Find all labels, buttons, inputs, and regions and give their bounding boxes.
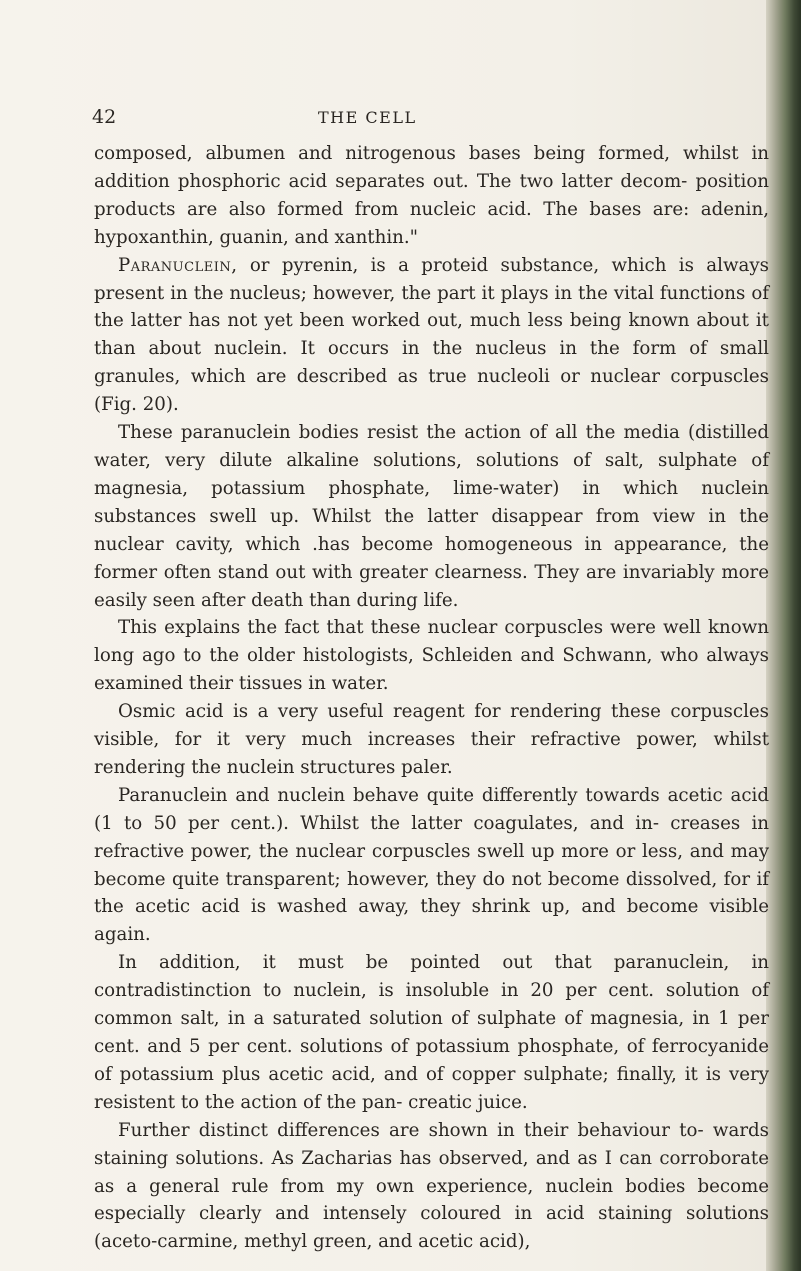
page-edge-shadow bbox=[766, 0, 801, 1271]
paragraph-3: These paranuclein bodies resist the action of all the media (distilled water, very dilute alkaline solutions, solutions of salt, sulphate of magnesia, potassium phosphate, lime-water) in which nuclein substances swell up. Whilst the latter disappear from view in the nuclear cavity, which .has become homogeneous in appearance, the former often stand out with greater clearness. They are invariably more easily seen after death than during life. bbox=[94, 422, 769, 611]
running-head: THE CELL bbox=[318, 108, 417, 127]
page-header bbox=[0, 106, 801, 136]
paragraph-8: Further distinct differences are shown in their behaviour to- wards staining solutions. As Zacharias has observed, and as I can corroborate as a general rule from my own experience, nuclein bodies become especially clearly and intensely coloured in acid staining solutions (aceto-carmine, methyl green, and acetic acid), bbox=[94, 1119, 769, 1253]
paranuclein-term: Paranuclein, bbox=[118, 254, 238, 276]
paragraph-6: Paranuclein and nuclein behave quite differently towards acetic acid (1 to 50 per cent.). Whilst the latter coagulates, and in- creases in refractive power, the nuclear corpuscles swell up more or less, and may become quite transparent; however, they do not become dissolved, for if the acetic acid is washed away, they shrink up, and become visible again. bbox=[94, 784, 769, 946]
page-number: 42 bbox=[92, 106, 117, 128]
paragraph-1: composed, albumen and nitrogenous bases being formed, whilst in addition phosphoric acid separates out. The two latter decom- position products are also formed from nucleic acid. The bases are: adenin, hypoxanthin, guanin, and xanthin." bbox=[94, 143, 769, 248]
body-text bbox=[94, 140, 769, 1256]
paragraph-4: This explains the fact that these nuclear corpuscles were well known long ago to the older histologists, Schleiden and Schwann, who always examined their tissues in water. bbox=[94, 617, 769, 695]
paragraph-5: Osmic acid is a very useful reagent for rendering these corpuscles visible, for it very much increases their refractive power, whilst rendering the nuclein structures paler. bbox=[94, 701, 769, 778]
paragraph-2 bbox=[94, 252, 769, 419]
paragraph-7: In addition, it must be pointed out that paranuclein, in contradistinction to nuclein, is insoluble in 20 per cent. solution of common salt, in a saturated solution of sulphate of magnesia, in 1 per cent. and 5 per cent. solutions of potassium phosphate, of ferrocyanide of potassium plus acetic acid, and of copper sulphate; finally, it is very resistent to the action of the pan- creatic juice. bbox=[94, 952, 769, 1113]
paragraph-2-text: or pyrenin, is a proteid substance, which is always present in the nucleus; however, the part it plays in the vital functions of the latter has not yet been worked out, much less being known about it than about nuclein. It occurs in the nucleus in the form of small granules, which are described as true nucleoli or nuclear corpuscles (Fig. 20). bbox=[94, 254, 769, 416]
